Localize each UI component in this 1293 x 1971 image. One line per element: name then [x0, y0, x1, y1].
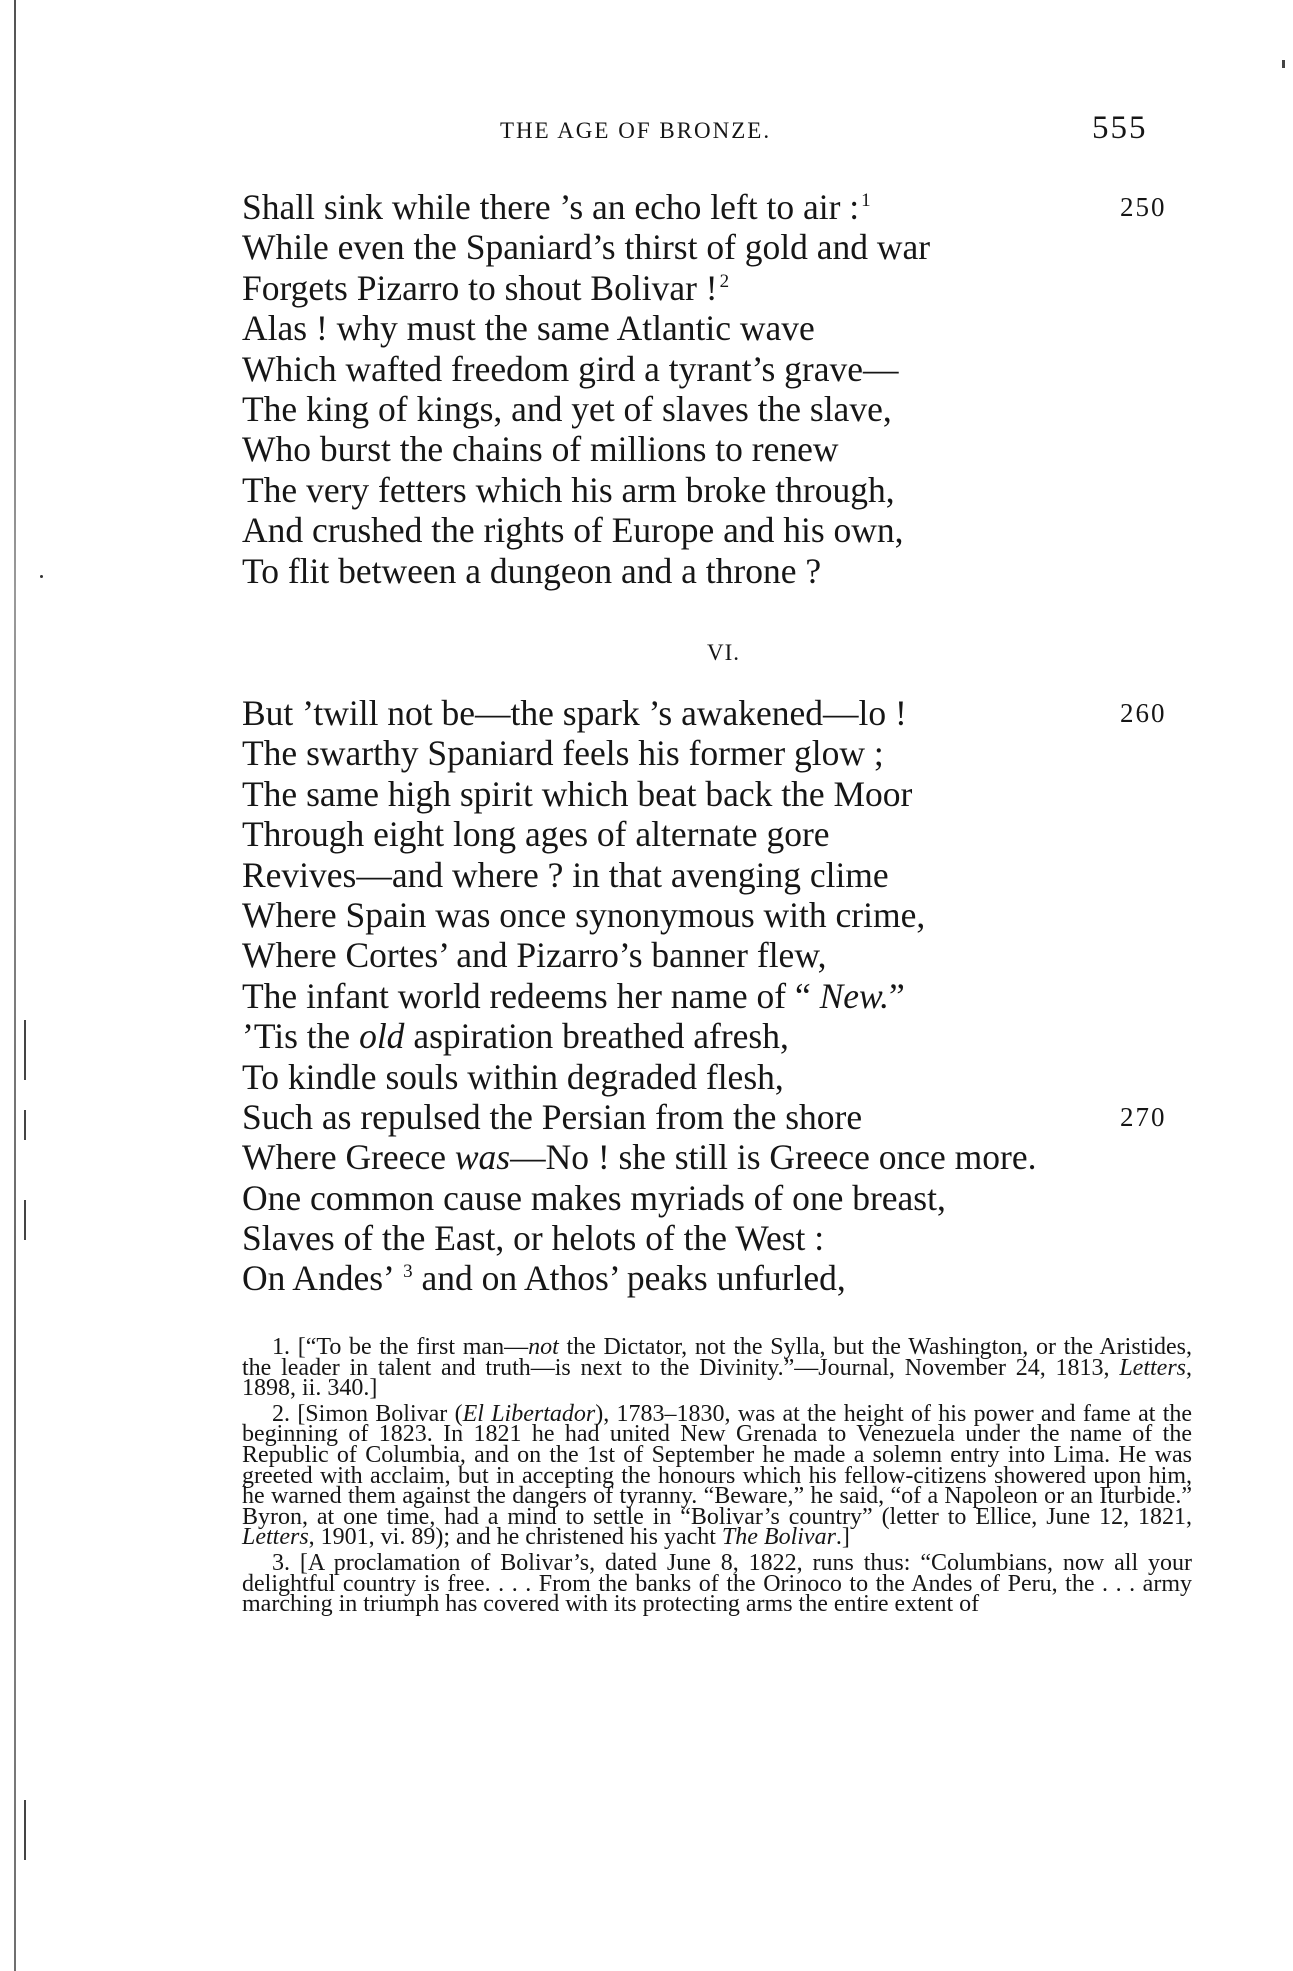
verse-text: Such as repulsed the Persian from the shore [242, 1096, 863, 1137]
verse-line [242, 308, 1242, 348]
page-number: 555 [1092, 110, 1148, 146]
footnote-italic: Letters [242, 1524, 309, 1551]
verse-line [242, 227, 1242, 267]
verse-text: Shall sink while there ’s an echo left to air : [242, 187, 860, 227]
verse-line [242, 349, 1242, 389]
verse-text: On Andes’ [242, 1258, 402, 1299]
verse-italic: was [454, 1137, 511, 1178]
footnote-text: , 1901, vi. 89); and he christened his yacht [308, 1524, 722, 1551]
running-head: THE AGE OF BRONZE. [500, 118, 772, 143]
verse-line [242, 551, 1242, 591]
scan-edge-line [14, 0, 16, 1971]
footnote-label: 2. [272, 1400, 290, 1427]
footnote-italic: The Bolivar [721, 1524, 836, 1551]
verse-text: The infant world redeems her name of “ [242, 975, 820, 1016]
footnote-italic: El Libertador [462, 1400, 596, 1427]
verse-text: Where Spain was once synonymous with crime, [242, 894, 926, 935]
footnote-ref: 2 [719, 270, 730, 292]
scan-speck [1282, 60, 1285, 68]
verse-line [242, 1258, 1242, 1298]
verse-line [242, 1137, 1242, 1177]
footnote-text: the Dictator, not the Sylla, but the Washington, or the Aristides, the leader in talent and truth—is next to the Divinity.”—Journal, November 24, 1813, [242, 1334, 1192, 1381]
stanza-1 [242, 187, 1242, 591]
section-heading: VI. [707, 640, 741, 665]
verse-text: ” [888, 975, 905, 1016]
verse-italic: New. [819, 975, 889, 1016]
verse-text: Alas ! why must the same Atlantic wave [242, 308, 815, 349]
footnotes [242, 1334, 1193, 1620]
verse-line [242, 1057, 1242, 1097]
verse-italic: old [359, 1016, 405, 1057]
verse-line [242, 1097, 1242, 1137]
verse-text: Where Greece [242, 1137, 455, 1178]
verse-text: But ’twill not be—the spark ’s awakened—lo ! [242, 693, 907, 733]
verse-text: To kindle souls within degraded flesh, [242, 1056, 784, 1097]
verse-text: Who burst the chains of millions to renew [242, 429, 839, 470]
verse-line [242, 389, 1242, 429]
scan-mark [24, 1200, 26, 1240]
verse-text: The swarthy Spaniard feels his former glow ; [242, 733, 884, 774]
footnote-label: 1. [272, 1334, 290, 1360]
verse-line [242, 1218, 1242, 1258]
verse-text: Slaves of the East, or helots of the West : [242, 1218, 825, 1259]
verse-text: aspiration breathed afresh, [404, 1016, 789, 1057]
verse-text: ’Tis the [242, 1016, 360, 1057]
verse-line [242, 895, 1242, 935]
verse-text: Forgets Pizarro to shout Bolivar ! [242, 267, 718, 308]
footnote-text: [“To be the first man— [297, 1334, 529, 1360]
footnote-label: 3. [272, 1549, 290, 1576]
stanza-2 [242, 693, 1242, 1299]
footnote [242, 1549, 1192, 1618]
verse-line [242, 1016, 1242, 1056]
verse-line [242, 470, 1242, 510]
verse-line [242, 1178, 1242, 1218]
verse-text: and on Athos’ peaks unfurled, [412, 1258, 846, 1299]
verse-text: Where Cortes’ and Pizarro’s banner flew, [242, 935, 827, 976]
footnote-text: ), 1783–1830, was at the height of his power and fame at the beginning of 1823. In 1821 he had united New Grenada to Venezuela under the name of the Republic of Columbia, and on the 1st of September he made a solemn entry into Lima. He was greeted with acclaim, but in accepting the honours which his fellow-citizens showered upon him, he warned them against the dangers of tyranny. “Beware,” he said, “of a Napoleon or an Iturbide.” Byron, at one time, had a mind to settle in “Bolivar’s country” (letter to Ellice, June 12, 1821, [242, 1400, 1193, 1530]
verse-line [242, 814, 1242, 854]
footnote-ref: 3 [403, 1261, 413, 1283]
verse-line [242, 510, 1242, 550]
verse-line [242, 774, 1242, 814]
line-number: 260 [1120, 698, 1167, 728]
verse-text: The very fetters which his arm broke through, [242, 469, 895, 510]
verse-line [242, 693, 1242, 733]
footnote-text: [A proclamation of Bolivar’s, dated June 8, 1822, runs thus: “Columbians, now all your delightful country is free. . . . From the banks of the Orinoco to the Andes of Peru, the . . . army marching in triumph has covered with its protecting arms the entire extent of [242, 1549, 1192, 1618]
footnote-italic: Letters [1119, 1354, 1186, 1381]
verse-line [242, 187, 1242, 227]
verse-line [242, 429, 1242, 469]
scan-mark [24, 1800, 26, 1860]
verse-text: Which wafted freedom gird a tyrant’s grave— [242, 348, 899, 389]
footnote-text: .] [835, 1524, 850, 1551]
verse-line [242, 976, 1242, 1016]
scan-mark [24, 1020, 26, 1080]
verse-text: Through eight long ages of alternate gore [242, 814, 830, 855]
scan-mark [24, 1110, 26, 1140]
verse-text: The king of kings, and yet of slaves the slave, [242, 388, 892, 429]
verse-text: To flit between a dungeon and a throne ? [242, 550, 822, 591]
line-number: 250 [1120, 192, 1167, 222]
footnote-text: [Simon Bolivar ( [297, 1400, 463, 1427]
verse-line [242, 268, 1242, 308]
line-number: 270 [1120, 1101, 1167, 1132]
footnote-italic: not [528, 1334, 559, 1360]
verse-text: Revives—and where ? in that avenging clime [242, 854, 889, 895]
verse-line [242, 733, 1242, 773]
footnote [242, 1400, 1193, 1551]
footnote-text: , 1898, ii. 340.] [242, 1354, 1192, 1402]
verse-text: The same high spirit which beat back the Moor [242, 773, 913, 814]
verse-text: One common cause makes myriads of one breast, [242, 1177, 946, 1218]
verse-line [242, 935, 1242, 975]
scan-speck [40, 575, 43, 578]
verse-text: And crushed the rights of Europe and his own, [242, 510, 904, 551]
verse-text: —No ! she still is Greece once more. [510, 1137, 1037, 1178]
footnote-ref: 1 [861, 190, 871, 211]
footnote [242, 1334, 1192, 1402]
verse-text: While even the Spaniard’s thirst of gold and war [242, 227, 931, 268]
verse-line [242, 855, 1242, 895]
